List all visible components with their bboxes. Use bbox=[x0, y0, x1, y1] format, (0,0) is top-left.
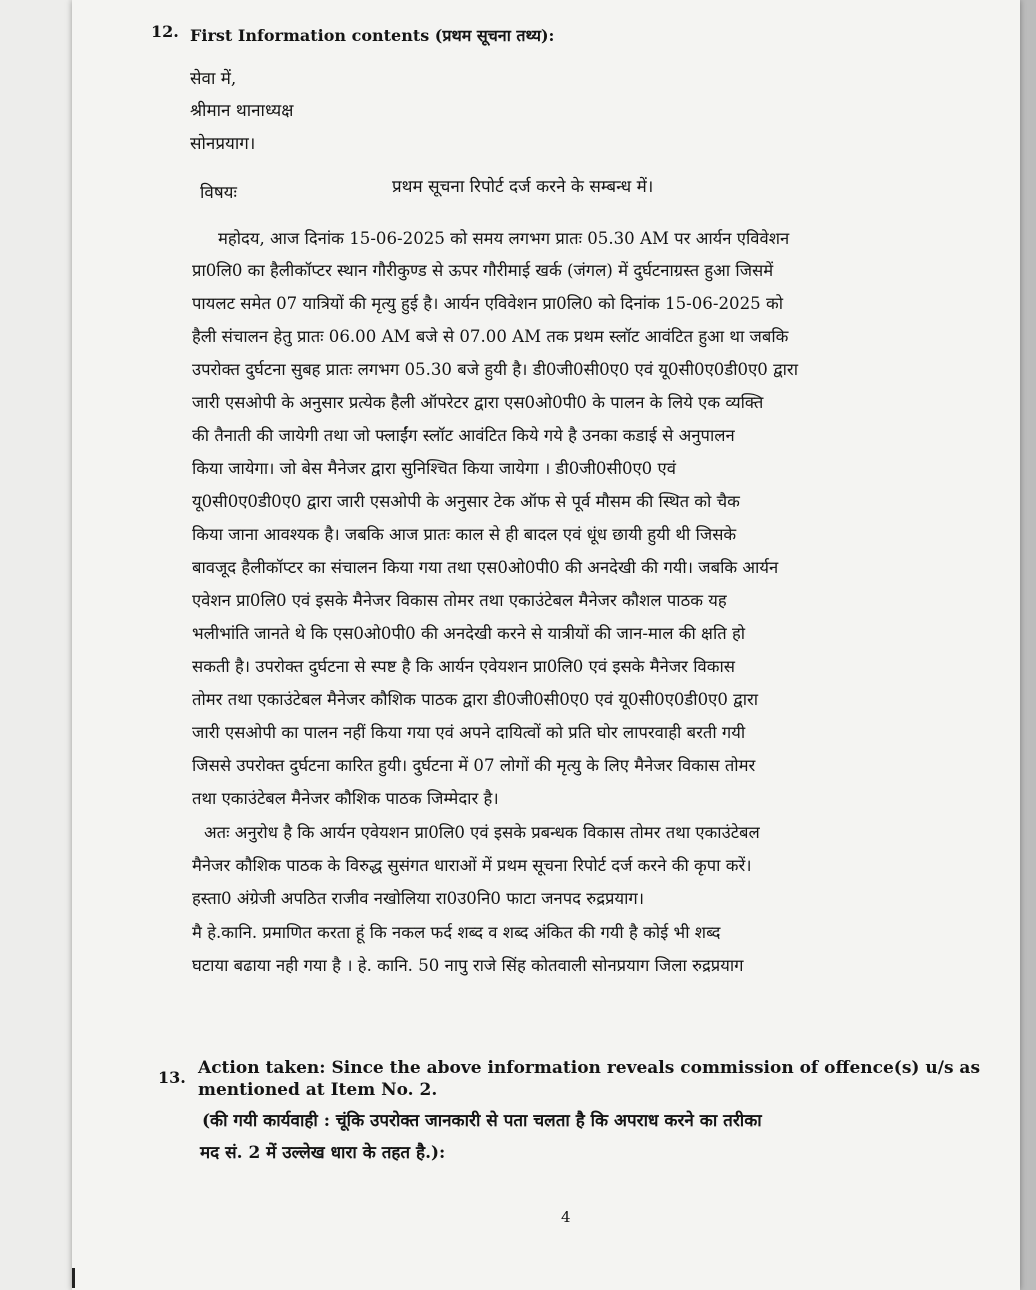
address-line-3: सोनप्रयाग। bbox=[190, 134, 256, 154]
body-line: तथा एकाउंटेबल मैनेजर कौशिक पाठक जिम्मेदार है। bbox=[192, 789, 499, 808]
section-12-heading: First Information contents (प्रथम सूचना तथ्य): bbox=[190, 26, 555, 45]
body-line: जारी एसओपी के अनुसार प्रत्येक हैली ऑपरेटर द्वारा एस0ओ0पी0 के पालन के लिये एक व्यक्ति bbox=[192, 393, 764, 412]
body-line: पायलट समेत 07 यात्रियों की मृत्यु हुई है। आर्यन एविवेशन प्रा0लि0 को दिनांक 15-06-2025 को bbox=[192, 294, 784, 313]
section-13-hindi-line-2: मद सं. 2 में उल्लेख धारा के तहत है.): bbox=[200, 1143, 446, 1163]
body-line: भलीभांति जानते थे कि एस0ओ0पी0 की अनदेखी करने से यात्रीयों की जान-माल की क्षति हो bbox=[192, 624, 746, 643]
scan-edge-mark bbox=[72, 1268, 75, 1288]
body-line: किया जाना आवश्यक है। जबकि आज प्रातः काल से ही बादल एवं धूंध छायी हुयी थी जिसके bbox=[192, 525, 737, 544]
body-line: उपरोक्त दुर्घटना सुबह प्रातः लगभग 05.30 बजे हुयी है। डी0जी0सी0ए0 एवं यू0सी0ए0डी0ए0 द्वारा bbox=[192, 360, 799, 379]
body-line: किया जायेगा। जो बेस मैनेजर द्वारा सुनिश्चित किया जायेगा । डी0जी0सी0ए0 एवं bbox=[192, 459, 676, 478]
body-line: यू0सी0ए0डी0ए0 द्वारा जारी एसओपी के अनुसार टेक ऑफ से पूर्व मौसम की स्थित को चैक bbox=[192, 492, 740, 511]
subject-label: विषयः bbox=[200, 183, 237, 203]
body-line: की तैनाती की जायेगी तथा जो फ्लाईंग स्लॉट आवंटित किये गये है उनका कडाई से अनुपालन bbox=[192, 426, 735, 445]
scan-margin bbox=[0, 0, 72, 1290]
document-page bbox=[72, 0, 1020, 1290]
body-line: घटाया बढाया नही गया है । हे. कानि. 50 नापु राजे सिंह कोतवाली सोनप्रयाग जिला रुद्रप्रयाग bbox=[192, 956, 744, 975]
body-line: अतः अनुरोध है कि आर्यन एवेयशन प्रा0लि0 एवं इसके प्रबन्धक विकास तोमर तथा एकाउंटेबल bbox=[204, 823, 760, 842]
body-line: जिससे उपरोक्त दुर्घटना कारित हुयी। दुर्घटना में 07 लोगों की मृत्यु के लिए मैनेजर विकास तोमर bbox=[192, 756, 756, 775]
body-line: तोमर तथा एकाउंटेबल मैनेजर कौशिक पाठक द्वारा डी0जी0सी0ए0 एवं यू0सी0ए0डी0ए0 द्वारा bbox=[192, 690, 759, 709]
section-13-heading-line-1: Action taken: Since the above information reveals commission of offence(s) u/s as bbox=[198, 1058, 981, 1078]
section-13-heading-line-2: mentioned at Item No. 2. bbox=[198, 1080, 438, 1100]
body-line: प्रा0लि0 का हैलीकॉप्टर स्थान गौरीकुण्ड से ऊपर गौरीमाई खर्क (जंगल) में दुर्घटनाग्रस्त हुआ जिसमें bbox=[192, 261, 774, 280]
body-line: मै हे.कानि. प्रमाणित करता हूं कि नकल फर्द शब्द व शब्द अंकित की गयी है कोई भी शब्द bbox=[192, 923, 721, 942]
body-line: सकती है। उपरोक्त दुर्घटना से स्पष्ट है कि आर्यन एवेयशन प्रा0लि0 एवं इसके मैनेजर विकास bbox=[192, 657, 735, 676]
section-12-number: 12. bbox=[151, 22, 179, 41]
section-13-hindi-line-1: (की गयी कार्यवाही : चूंकि उपरोक्त जानकारी से पता चलता है कि अपराध करने का तरीका bbox=[202, 1111, 762, 1131]
body-line: हैली संचालन हेतु प्रातः 06.00 AM बजे से 07.00 AM तक प्रथम स्लॉट आवंटित हुआ था जबकि bbox=[192, 327, 789, 346]
address-line-2: श्रीमान थानाध्यक्ष bbox=[190, 101, 294, 121]
subject-text: प्रथम सूचना रिपोर्ट दर्ज करने के सम्बन्ध में। bbox=[392, 177, 654, 197]
body-line: एवेशन प्रा0लि0 एवं इसके मैनेजर विकास तोमर तथा एकाउंटेबल मैनेजर कौशल पाठक यह bbox=[192, 591, 727, 610]
body-line: मैनेजर कौशिक पाठक के विरुद्ध सुसंगत धाराओं में प्रथम सूचना रिपोर्ट दर्ज करने की कृपा करें। bbox=[192, 856, 752, 875]
section-13-number: 13. bbox=[158, 1068, 186, 1087]
page-number: 4 bbox=[561, 1208, 571, 1226]
body-line: जारी एसओपी का पालन नहीं किया गया एवं अपने दायित्वों को प्रति घोर लापरवाही बरती गयी bbox=[192, 723, 746, 742]
address-line-1: सेवा में, bbox=[190, 69, 237, 89]
body-line: हस्ता0 अंग्रेजी अपठित राजीव नखोलिया रा0उ0नि0 फाटा जनपद रुद्रप्रयाग। bbox=[192, 889, 644, 908]
body-line: बावजूद हैलीकॉप्टर का संचालन किया गया तथा एस0ओ0पी0 की अनदेखी की गयी। जबकि आर्यन bbox=[192, 558, 779, 577]
body-line: महोदय, आज दिनांक 15-06-2025 को समय लगभग प्रातः 05.30 AM पर आर्यन एविवेशन bbox=[218, 229, 790, 248]
